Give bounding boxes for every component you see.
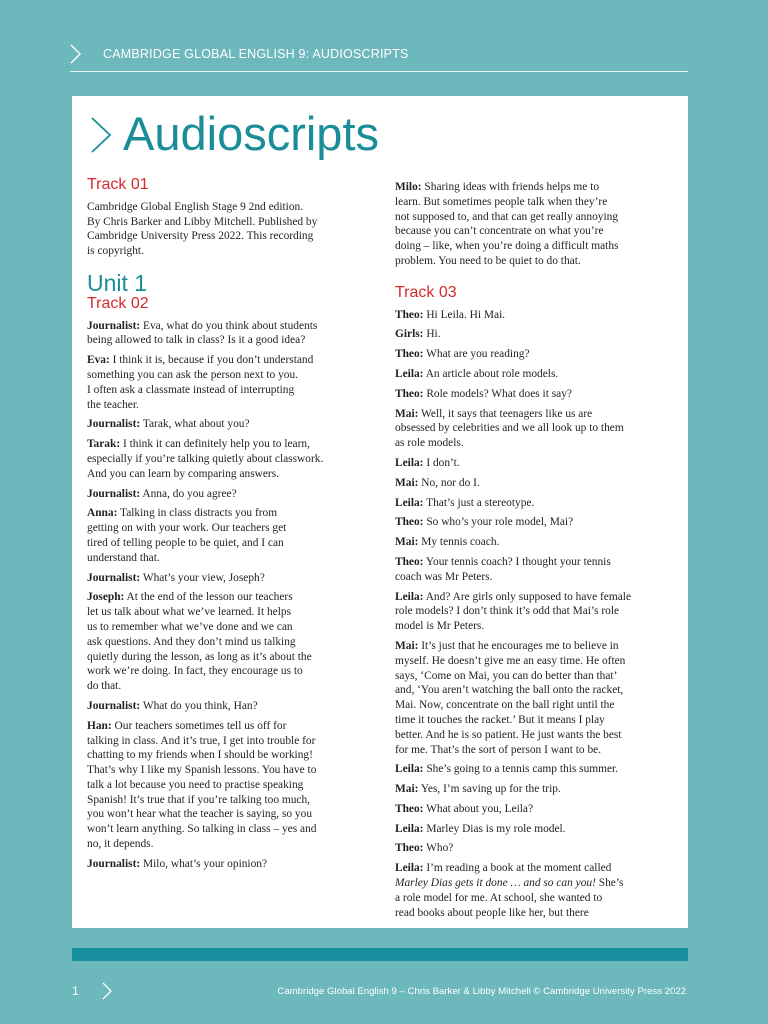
- text-line: talk a lot because you need to practise speaking: [87, 778, 304, 791]
- text-line: She’s: [595, 877, 624, 890]
- text-line: Yes, I’m saving up for the trip.: [418, 783, 561, 796]
- dialogue-turn: [395, 456, 674, 471]
- dialogue-turn: [395, 762, 674, 777]
- track-heading: Track 02: [87, 294, 149, 312]
- text-line: Who?: [423, 842, 454, 855]
- dialogue-turn: [87, 506, 363, 565]
- text-line: says, ‘Come on Mai, you can do better than that’: [395, 669, 618, 682]
- text-line: By Chris Barker and Libby Mitchell. Published by: [87, 215, 318, 228]
- text-line: us to remember what we’ve done and we can: [87, 620, 293, 633]
- text-line: Eva, what do you think about students: [140, 319, 318, 332]
- dialogue-turn: [87, 417, 363, 432]
- dialogue-turn: [87, 319, 363, 349]
- dialogue-turn: [395, 476, 674, 491]
- text-line: is copyright.: [87, 245, 144, 258]
- dialogue-turn: [395, 639, 674, 757]
- speaker-name: Mai:: [395, 783, 419, 796]
- text-line: Our teachers sometimes tell us off for: [111, 719, 287, 732]
- left-column: [87, 178, 363, 877]
- dialogue-turn: [395, 515, 674, 530]
- speaker-name: Leila:: [395, 862, 424, 875]
- track-03-transcript: [395, 308, 674, 857]
- text-line: understand that.: [87, 551, 160, 564]
- speaker-name: Mai:: [395, 407, 419, 420]
- text-line: That’s why I like my Spanish lessons. You have to: [87, 764, 317, 777]
- speaker-name: Theo:: [395, 555, 424, 568]
- chevron-right-icon: [70, 44, 81, 64]
- text-line: do that.: [87, 680, 122, 693]
- text-line: It’s just that he encourages me to believe in: [418, 639, 619, 652]
- speaker-name: Mai:: [395, 639, 419, 652]
- speaker-name: Tarak:: [87, 438, 121, 451]
- text-line: Role models? What does it say?: [423, 387, 572, 400]
- text-line: I think it is, because if you don’t understand: [109, 354, 314, 367]
- dialogue-turn: [87, 353, 363, 412]
- text-line: chatting to my friends when I should be working!: [87, 749, 313, 762]
- text-line: won’t learn anything. So talking in class – yes and: [87, 823, 317, 836]
- text-line: something you can ask the person next to you.: [87, 368, 299, 381]
- text-line: time it touches the racket.’ But it means I play: [395, 713, 605, 726]
- dialogue-turn: [395, 822, 674, 837]
- speaker-name: Han:: [87, 719, 112, 732]
- text-line: you won’t hear what the teacher is saying, so you: [87, 808, 313, 821]
- text-line: My tennis coach.: [418, 536, 500, 549]
- dialogue-turn: [395, 802, 674, 817]
- dialogue-turn: [395, 327, 674, 342]
- speaker-name: Milo:: [395, 181, 422, 193]
- text-line: role models? I don’t think it’s odd that Mai’s role: [395, 605, 620, 618]
- dialogue-turn: [87, 487, 363, 502]
- track-02-transcript: [87, 319, 363, 872]
- text-line: no, it depends.: [87, 838, 154, 851]
- dialogue-turn: [395, 347, 674, 362]
- page-title: Audioscripts: [123, 107, 379, 160]
- text-line: talking in class. And it’s true, I get into trouble for: [87, 734, 316, 747]
- text-line: I often ask a classmate instead of interrupting: [87, 383, 295, 396]
- text-line: myself. He doesn’t give me an easy time. He often: [395, 654, 626, 667]
- speaker-name: Anna:: [87, 507, 118, 520]
- unit-heading: Unit 1: [87, 269, 148, 296]
- speaker-name: Leila:: [395, 590, 424, 603]
- text-line: No, nor do I.: [418, 476, 480, 489]
- text-line: Cambridge University Press 2022. This recording: [87, 230, 314, 243]
- text-line: What about you, Leila?: [423, 802, 534, 815]
- speaker-name: Leila:: [395, 367, 424, 380]
- text-line: Talking in class distracts you from: [117, 507, 278, 520]
- text-line: An article about role models.: [423, 367, 559, 380]
- dialogue-turn: [87, 699, 363, 714]
- speaker-name: Mai:: [395, 536, 419, 549]
- text-line: being allowed to talk in class? Is it a good idea?: [87, 334, 306, 347]
- dialogue-turn: [395, 535, 674, 550]
- text-line: as role models.: [395, 437, 464, 450]
- speaker-name: Mai:: [395, 476, 419, 489]
- chevron-right-icon: [90, 116, 112, 154]
- text-line: learn. But sometimes people talk when they’re: [395, 195, 608, 208]
- speaker-name: Journalist:: [87, 699, 141, 712]
- text-line: and, ‘You aren’t watching the ball onto the racket,: [395, 684, 624, 697]
- text-line: Hi Leila. Hi Mai.: [423, 308, 506, 321]
- header-title: CAMBRIDGE GLOBAL ENGLISH 9: AUDIOSCRIPTS: [103, 47, 409, 61]
- text-line: work we’re doing. In fact, they encourage us to: [87, 665, 303, 678]
- text-line: let us talk about what we’ve learned. It helps: [87, 606, 292, 619]
- dialogue-turn: [395, 841, 674, 856]
- text-line: And you can learn by comparing answers.: [87, 467, 279, 480]
- speaker-name: Journalist:: [87, 571, 141, 584]
- text-line: a role model for me. At school, she wanted to: [395, 891, 603, 904]
- text-line: getting on with your work. Our teachers get: [87, 522, 287, 535]
- speaker-name: Eva:: [87, 354, 110, 367]
- text-line: read books about people like her, but there: [395, 906, 589, 919]
- speaker-name: Theo:: [395, 348, 424, 361]
- dialogue-turn: [87, 437, 363, 481]
- speaker-name: Journalist:: [87, 319, 141, 332]
- speaker-name: Leila:: [395, 496, 424, 509]
- text-line: better. And he is so patient. He just wants the best: [395, 728, 622, 741]
- text-line: What do you think, Han?: [140, 699, 258, 712]
- speaker-name: Leila:: [395, 456, 424, 469]
- dialogue-turn: [395, 367, 674, 382]
- dialogue-turn: [395, 782, 674, 797]
- content-page: [72, 96, 688, 928]
- text-line: the teacher.: [87, 398, 139, 411]
- text-line: problem. You need to be quiet to do that.: [395, 254, 581, 267]
- speaker-name: Joseph:: [87, 591, 125, 604]
- speaker-name: Journalist:: [87, 487, 141, 500]
- track-heading: Track 03: [395, 283, 457, 301]
- text-line: especially if you’re talking quietly about classwork.: [87, 452, 324, 465]
- text-line: not supposed to, and that can get really annoying: [395, 210, 619, 223]
- speaker-name: Leila:: [395, 763, 424, 776]
- dialogue-turn: [87, 857, 363, 872]
- text-line: Hi.: [423, 328, 441, 341]
- chevron-right-icon: [102, 982, 112, 1000]
- text-line: for me. That’s the sort of person I want to be.: [395, 743, 602, 756]
- header-rule: [70, 71, 688, 72]
- speaker-name: Theo:: [395, 842, 424, 855]
- text-line: So who’s your role model, Mai?: [423, 516, 574, 529]
- text-line: quietly during the lesson, as long as it’s about the: [87, 650, 312, 663]
- text-line: And? Are girls only supposed to have female: [423, 590, 632, 603]
- speaker-name: Theo:: [395, 802, 424, 815]
- text-line: Your tennis coach? I thought your tennis: [423, 555, 611, 568]
- text-line: Sharing ideas with friends helps me to: [421, 181, 600, 193]
- text-line: obsessed by celebrities and we all look up to them: [395, 422, 624, 435]
- text-line: Milo, what’s your opinion?: [140, 857, 268, 870]
- book-title: Marley Dias gets it done … and so can you!: [395, 877, 596, 890]
- text-line: doing – like, when you’re doing a difficult maths: [395, 240, 619, 253]
- text-line: I’m reading a book at the moment called: [423, 862, 612, 875]
- text-line: That’s just a stereotype.: [423, 496, 535, 509]
- text-line: At the end of the lesson our teachers: [124, 591, 293, 604]
- speaker-name: Leila:: [395, 822, 424, 835]
- speaker-name: Journalist:: [87, 418, 141, 431]
- text-line: because you can’t concentrate on what you’re: [395, 225, 604, 238]
- copyright-paragraph: [87, 200, 363, 259]
- text-line: Well, it says that teenagers like us are: [418, 407, 593, 420]
- text-line: Marley Dias is my role model.: [423, 822, 566, 835]
- speaker-name: Journalist:: [87, 857, 141, 870]
- footer-credit: Cambridge Global English 9 – Chris Barker & Libby Mitchell © Cambridge University Press 2022: [277, 986, 686, 997]
- dialogue-turn: [87, 719, 363, 852]
- text-line: Spanish! It’s true that if you’re talking too much,: [87, 793, 311, 806]
- text-line: ask questions. And they don’t mind us talking: [87, 635, 296, 648]
- text-line: I don’t.: [423, 456, 460, 469]
- dialogue-turn: [395, 387, 674, 402]
- text-line: She’s going to a tennis camp this summer.: [423, 763, 619, 776]
- text-line: coach was Mr Peters.: [395, 570, 493, 583]
- text-line: What’s your view, Joseph?: [140, 571, 265, 584]
- speaker-name: Theo:: [395, 516, 424, 529]
- text-line: Tarak, what about you?: [140, 418, 250, 431]
- dialogue-turn: [395, 555, 674, 585]
- dialogue-turn: [395, 308, 674, 323]
- text-line: I think it can definitely help you to learn,: [120, 438, 310, 451]
- page-number: 1: [72, 984, 79, 998]
- footer-band: [72, 948, 688, 961]
- dialogue-turn: [395, 861, 674, 920]
- text-line: What are you reading?: [423, 348, 530, 361]
- dialogue-turn: [87, 571, 363, 586]
- text-line: tired of telling people to be quiet, and I can: [87, 536, 284, 549]
- dialogue-turn: [395, 407, 674, 451]
- text-line: Anna, do you agree?: [140, 487, 237, 500]
- text-line: Cambridge Global English Stage 9 2nd edition.: [87, 200, 304, 213]
- dialogue-turn: [395, 496, 674, 511]
- dialogue-turn: [395, 590, 674, 634]
- right-column: [395, 180, 674, 925]
- track-heading: Track 01: [87, 176, 149, 193]
- speaker-name: Theo:: [395, 308, 424, 321]
- text-line: Mai. Now, concentrate on the ball right until the: [395, 699, 615, 712]
- speaker-name: Theo:: [395, 387, 424, 400]
- text-line: model is Mr Peters.: [395, 620, 485, 633]
- speaker-name: Girls:: [395, 328, 424, 341]
- dialogue-turn: [395, 180, 674, 269]
- dialogue-turn: [87, 590, 363, 694]
- page-header: [0, 0, 768, 72]
